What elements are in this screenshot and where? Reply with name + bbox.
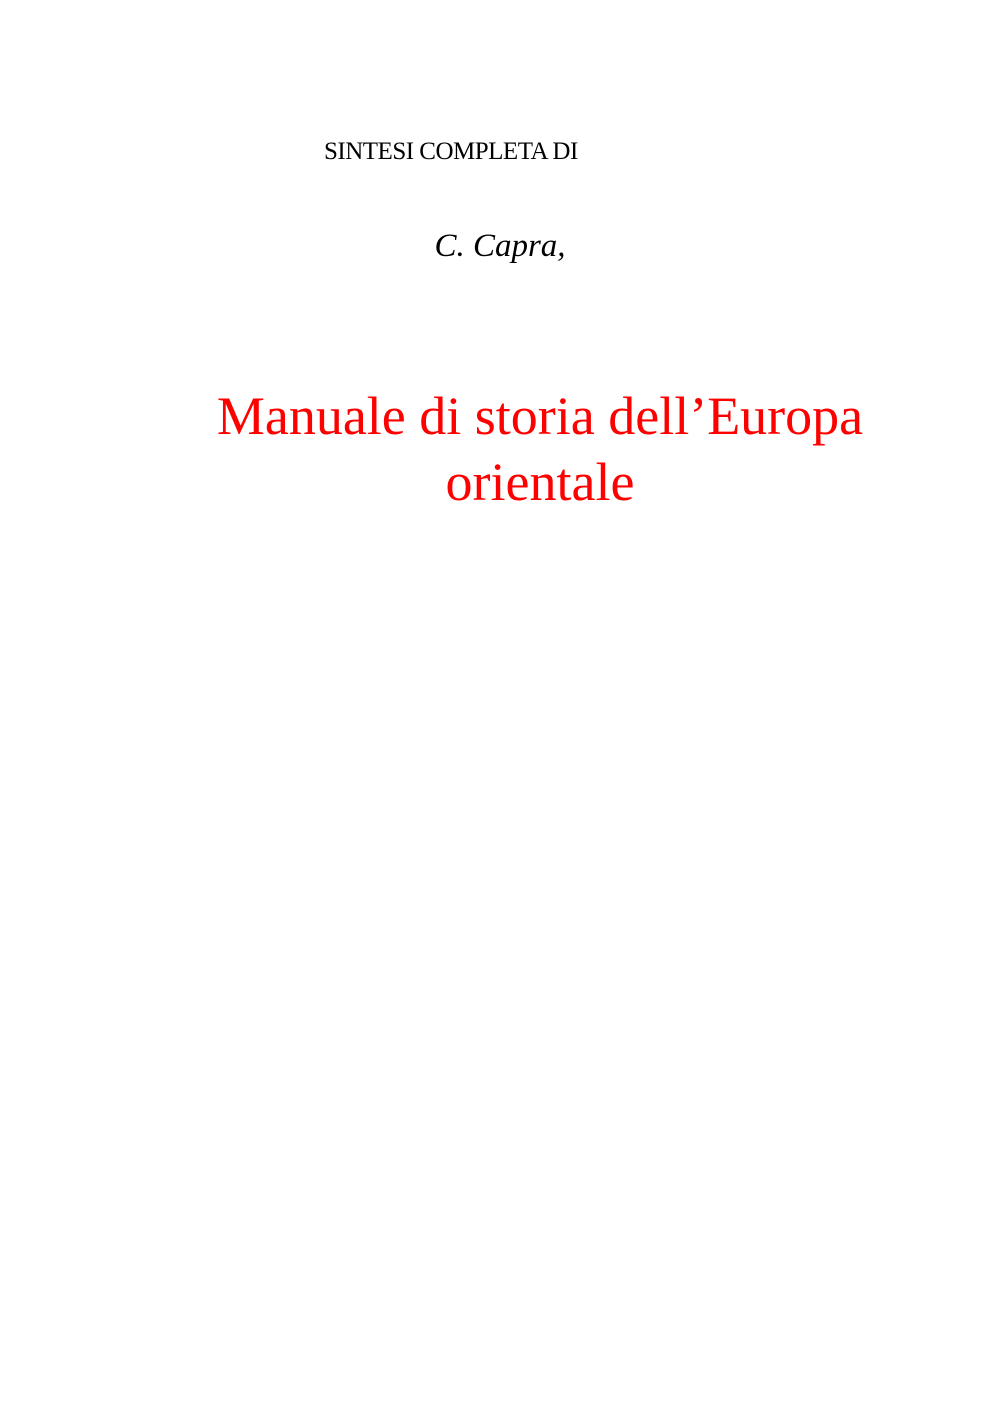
document-title (80, 383, 1000, 515)
document-title-line-1: Manuale di storia dell’Europa (216, 386, 864, 446)
document-subtitle: SINTESI COMPLETA DI (324, 138, 578, 165)
document-title-line-2: orientale (445, 452, 635, 512)
document-author: C. Capra, (434, 228, 566, 264)
